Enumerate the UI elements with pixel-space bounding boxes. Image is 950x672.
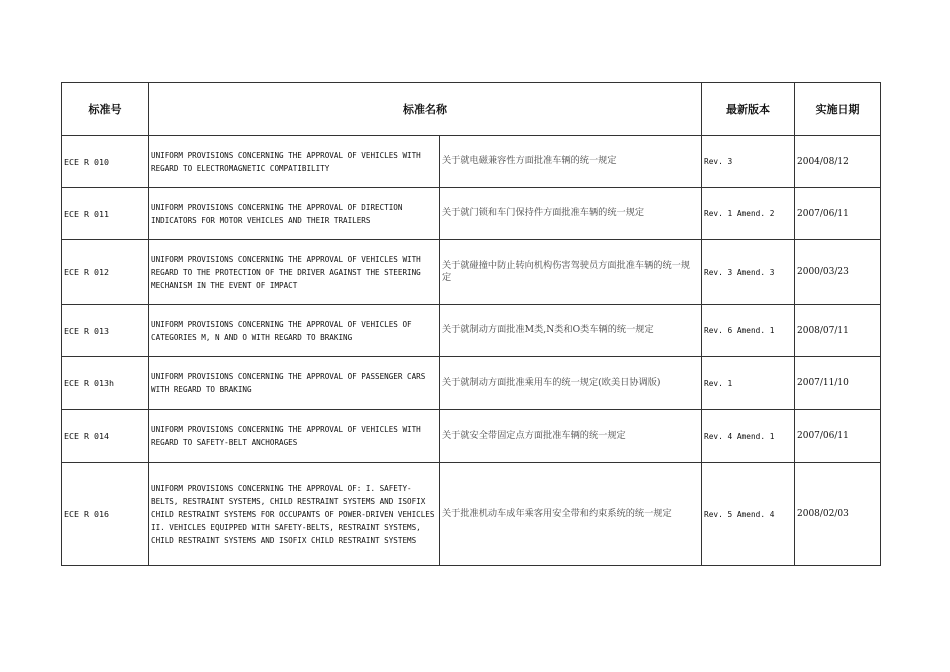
standard-name-cn: 关于就安全带固定点方面批准车辆的统一规定 xyxy=(440,410,702,463)
standard-code: ECE R 012 xyxy=(62,240,149,305)
standard-code: ECE R 016 xyxy=(62,463,149,566)
standard-version: Rev. 4 Amend. 1 xyxy=(702,410,795,463)
standard-name-cn: 关于就制动方面批准M类,N类和O类车辆的统一规定 xyxy=(440,305,702,357)
header-row xyxy=(62,83,881,136)
standard-date: 2008/07/11 xyxy=(795,305,881,357)
standard-date: 2007/11/10 xyxy=(795,357,881,410)
standard-version: Rev. 1 Amend. 2 xyxy=(702,188,795,240)
standard-date: 2004/08/12 xyxy=(795,136,881,188)
header-date: 实施日期 xyxy=(795,83,881,136)
table-row xyxy=(62,188,881,240)
standard-name-cn: 关于就制动方面批准乘用车的统一规定(欧美日协调版) xyxy=(440,357,702,410)
standard-code: ECE R 010 xyxy=(62,136,149,188)
standard-date: 2007/06/11 xyxy=(795,410,881,463)
standard-code: ECE R 013h xyxy=(62,357,149,410)
standard-name-en: UNIFORM PROVISIONS CONCERNING THE APPROVAL OF PASSENGER CARS WITH REGARD TO BRAKING xyxy=(149,357,440,410)
standard-name-en: UNIFORM PROVISIONS CONCERNING THE APPROVAL OF VEHICLES WITH REGARD TO ELECTROMAGNETIC COMPATIBILITY xyxy=(149,136,440,188)
standard-name-cn: 关于就电磁兼容性方面批准车辆的统一规定 xyxy=(440,136,702,188)
standard-name-cn: 关于就碰撞中防止转向机构伤害驾驶员方面批准车辆的统一规定 xyxy=(440,240,702,305)
table-row xyxy=(62,463,881,566)
standard-name-en: UNIFORM PROVISIONS CONCERNING THE APPROVAL OF DIRECTION INDICATORS FOR MOTOR VEHICLES AND THEIR TRAILERS xyxy=(149,188,440,240)
standard-date: 2008/02/03 xyxy=(795,463,881,566)
standard-name-en: UNIFORM PROVISIONS CONCERNING THE APPROVAL OF: I. SAFETY-BELTS, RESTRAINT SYSTEMS, CHILD RESTRAINT SYSTEMS AND ISOFIX CHILD RESTRAINT SYSTEMS FOR OCCUPANTS OF POWER-DRIVEN VEHICLES II. VEHICLES EQUIPPED WITH SAFETY-BELTS, RESTRAINT SYSTEMS, CHILD RESTRAINT SYSTEMS AND ISOFIX CHILD RESTRAINT SYSTEMS xyxy=(149,463,440,566)
standard-name-en: UNIFORM PROVISIONS CONCERNING THE APPROVAL OF VEHICLES WITH REGARD TO THE PROTECTION OF THE DRIVER AGAINST THE STEERING MECHANISM IN THE EVENT OF IMPACT xyxy=(149,240,440,305)
standard-name-en: UNIFORM PROVISIONS CONCERNING THE APPROVAL OF VEHICLES WITH REGARD TO SAFETY-BELT ANCHORAGES xyxy=(149,410,440,463)
standard-version: Rev. 6 Amend. 1 xyxy=(702,305,795,357)
standard-version: Rev. 3 xyxy=(702,136,795,188)
header-code: 标准号 xyxy=(62,83,149,136)
table-row xyxy=(62,136,881,188)
standard-date: 2000/03/23 xyxy=(795,240,881,305)
table-row xyxy=(62,357,881,410)
standard-name-en: UNIFORM PROVISIONS CONCERNING THE APPROVAL OF VEHICLES OF CATEGORIES M, N AND O WITH REGARD TO BRAKING xyxy=(149,305,440,357)
standard-code: ECE R 013 xyxy=(62,305,149,357)
table-row xyxy=(62,410,881,463)
header-name: 标准名称 xyxy=(149,83,702,136)
standard-version: Rev. 5 Amend. 4 xyxy=(702,463,795,566)
standard-name-cn: 关于批准机动车成年乘客用安全带和约束系统的统一规定 xyxy=(440,463,702,566)
table-row xyxy=(62,240,881,305)
header-version: 最新版本 xyxy=(702,83,795,136)
standard-version: Rev. 3 Amend. 3 xyxy=(702,240,795,305)
standard-date: 2007/06/11 xyxy=(795,188,881,240)
standards-table xyxy=(61,82,881,566)
standard-name-cn: 关于就门锁和车门保持件方面批准车辆的统一规定 xyxy=(440,188,702,240)
table-row xyxy=(62,305,881,357)
standard-version: Rev. 1 xyxy=(702,357,795,410)
standard-code: ECE R 011 xyxy=(62,188,149,240)
standard-code: ECE R 014 xyxy=(62,410,149,463)
